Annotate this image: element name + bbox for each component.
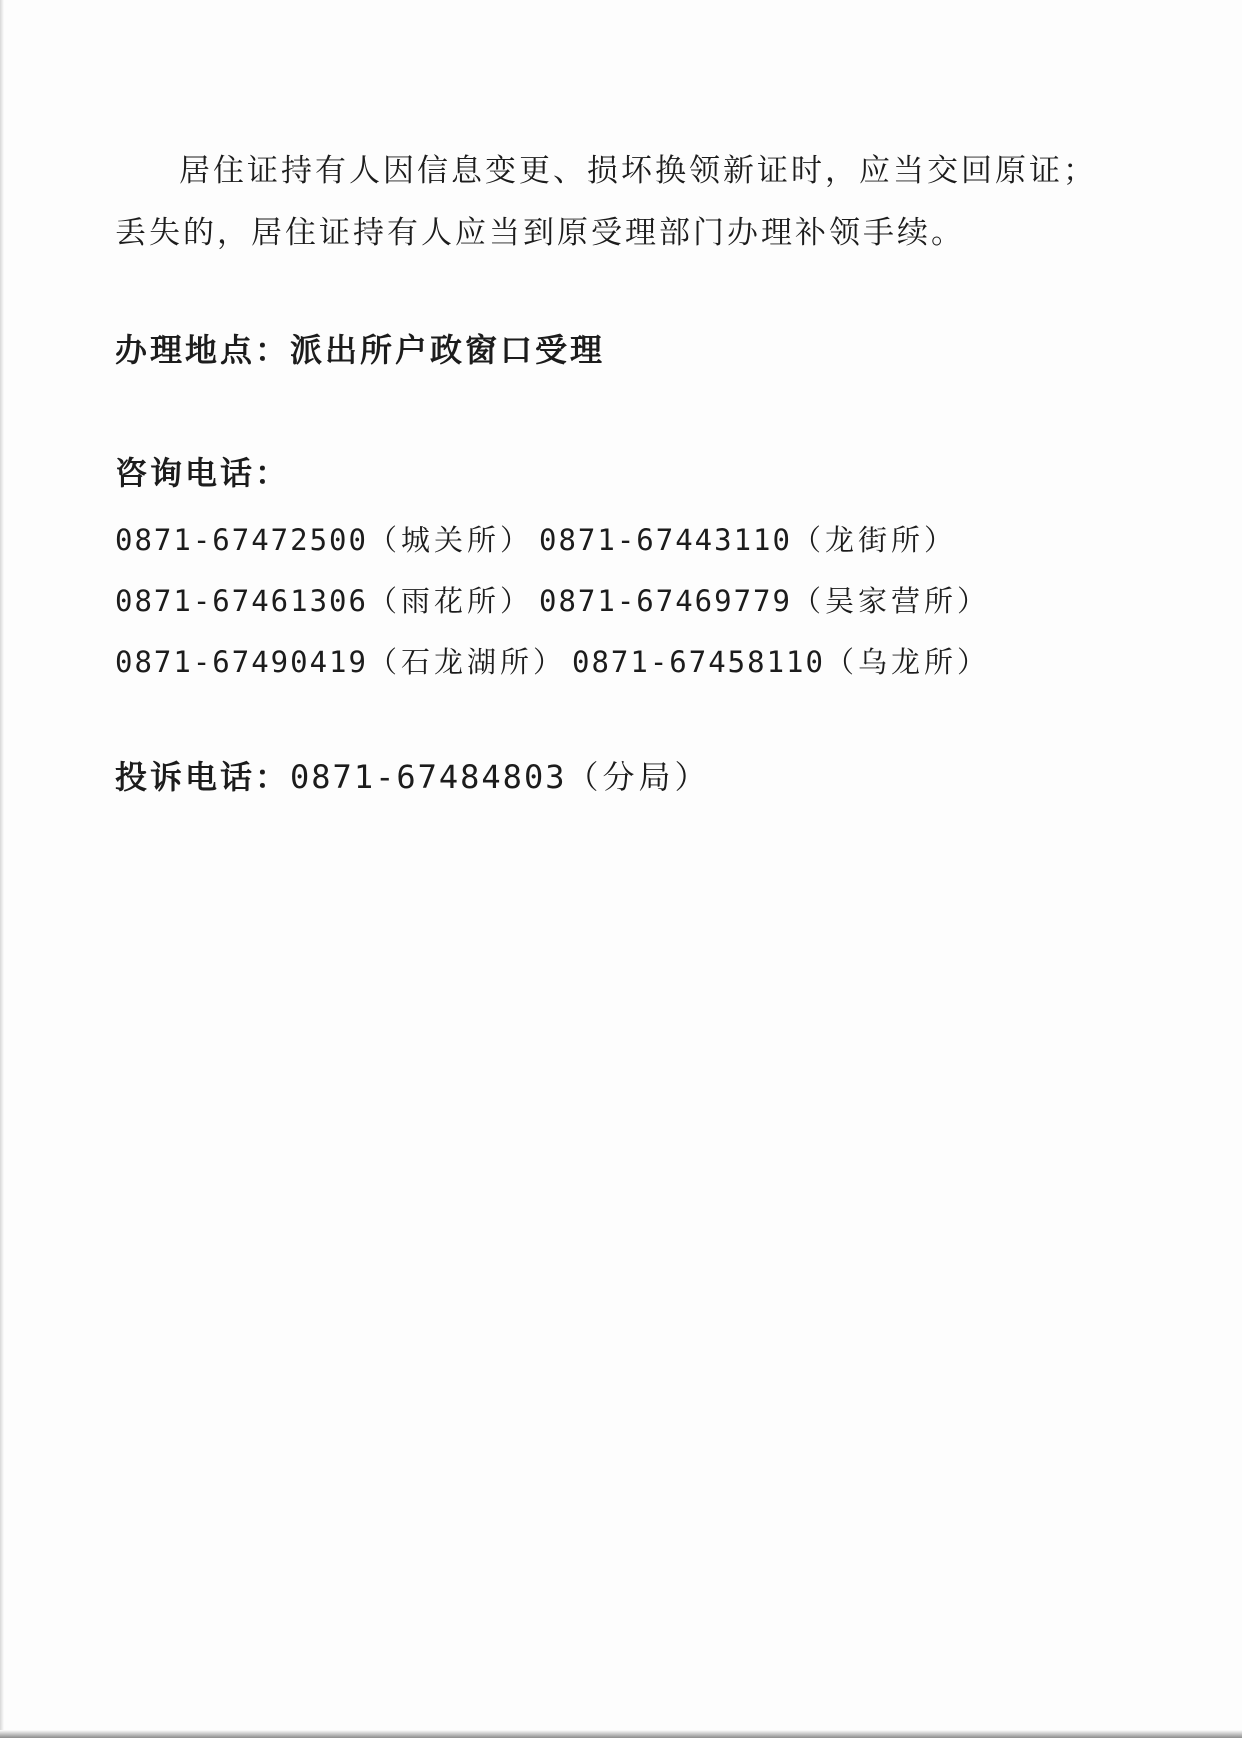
station-name: （龙街所） (791, 523, 957, 557)
consult-heading: 咨询电话： (115, 454, 291, 492)
phone-number: 0871-67490419 (115, 645, 368, 679)
station-name: （城关所） (367, 523, 533, 557)
phone-number: 0871-67461306 (115, 584, 368, 618)
location-label: 办理地点： (115, 331, 291, 369)
phone-number: 0871-67472500 (115, 523, 368, 557)
complaint-station: （分局） (566, 758, 711, 796)
station-name: （石龙湖所） (367, 645, 566, 679)
page-edge-shadow (0, 0, 4, 1738)
phone-row (115, 571, 990, 632)
consult-phone-list (115, 510, 990, 693)
page-bottom-shadow (0, 1730, 1242, 1738)
complaint-number: 0871-67484803 (290, 758, 567, 796)
phone-row (115, 632, 990, 693)
phone-row (115, 510, 990, 571)
location-line (115, 325, 605, 371)
phone-number: 0871-67458110 (572, 645, 825, 679)
phone-number: 0871-67443110 (539, 523, 792, 557)
station-name: （乌龙所） (824, 645, 990, 679)
location-value: 派出所户政窗口受理 (290, 331, 606, 369)
renewal-paragraph: 居住证持有人因信息变更、损坏换领新证时，应当交回原证；丢失的，居住证持有人应当到原受理部门办理补领手续。 (115, 153, 1097, 251)
station-name: （吴家营所） (791, 584, 990, 618)
station-name: （雨花所） (367, 584, 533, 618)
complaint-line (115, 752, 710, 798)
phone-number: 0871-67469779 (539, 584, 792, 618)
complaint-label: 投诉电话： (115, 758, 291, 796)
